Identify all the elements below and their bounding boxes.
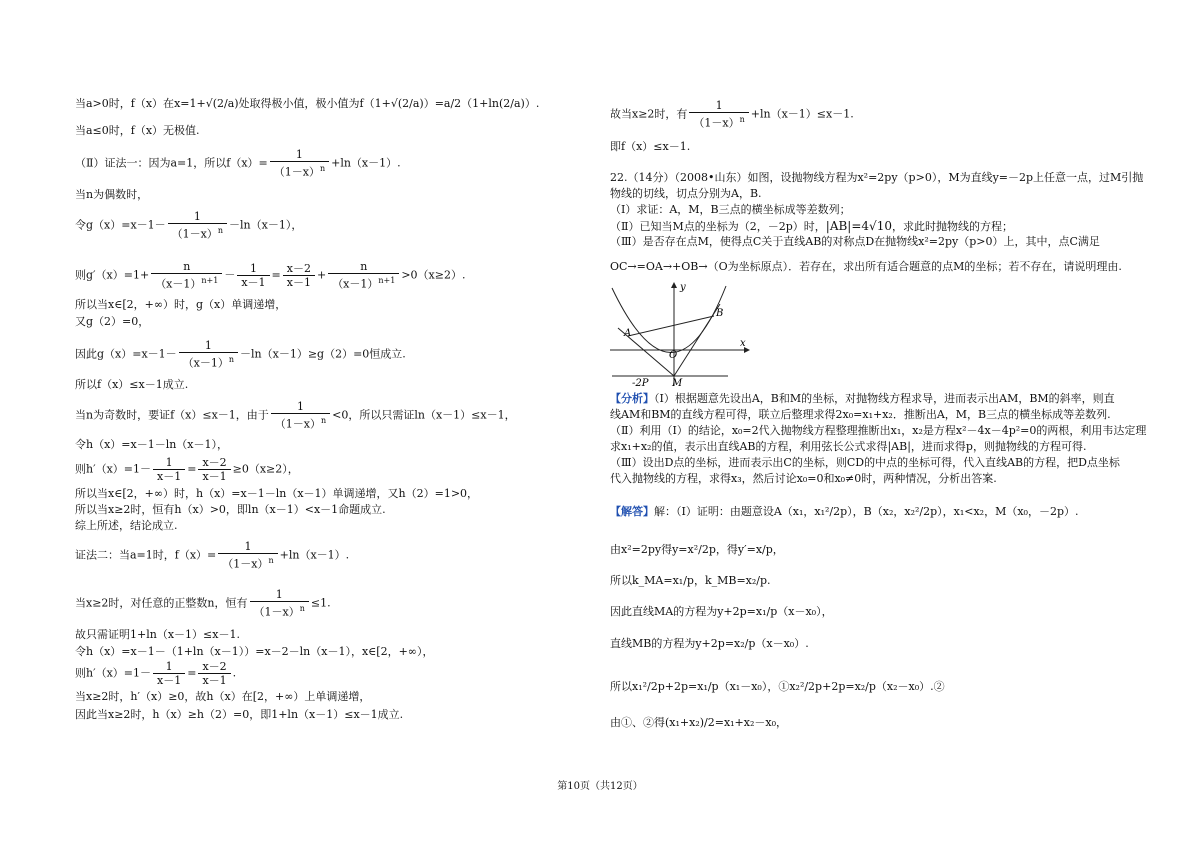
analysis-4: 求x₁+x₂的值，表示出直线AB的方程，利用弦长公式求得|AB|，进而求得p，则抛物线的方程可得. (610, 440, 1087, 453)
solution-4: 因此直线MA的方程为y+2p=x₁/p（x－x₀）， (610, 605, 833, 618)
line-h-prime: 则h′（x）=1－ $\frac{1}{x-1}$ = $\frac{x-2}{x-1}$ ≥0（x≥2）， (75, 456, 299, 483)
line-conclusion: 综上所述，结论成立. (75, 519, 178, 532)
tangent-MB (674, 304, 720, 376)
line-r2: 即f（x）≤x－1. (610, 140, 691, 153)
line-h2-inc: 当x≥2时，h′（x）≥0，故h（x）在[2，+∞）上单调递增， (75, 690, 371, 703)
line-bound: 当x≥2时，对任意的正整数n，恒有 $\frac{1}{(1-x)^n}$ ≤1. (75, 588, 331, 619)
line-h2-final: 因此当x≥2时，h（x）≥h（2）=0，即1+ln（x－1）≤x－1成立. (75, 708, 404, 721)
line-g-prime: 则g′（x）=1+ $\frac{n}{(x-1)^{n+1}}$ － $\frac{1}{x-1}$ = $\frac{x-2}{x-1}$ + $\frac{n}{(x-1)^{n+1}}$ >0（x≥2）. (75, 260, 466, 291)
line-g-ineq: 因此g（x）=x－1－ $\frac{1}{(x-1)^n}$ －ln（x－1）≥g（2）=0恒成立. (75, 339, 406, 370)
line-r1: 故当x≥2时，有 $\frac{1}{(1-x)^n}$ +ln（x－1）≤x－1. (610, 99, 854, 130)
solution-1: 【解答】解：（Ⅰ）证明：由题意设A（x₁，x₁²/2p），B（x₂，x₂²/2p），x₁<x₂，M（x₀，－2p）. (610, 505, 1079, 518)
page-footer: 第10页（共12页） (557, 781, 643, 792)
analysis-6: 代入抛物线的方程，求得x₃，然后讨论x₀=0和x₀≠0时，两种情况，分析出答案. (610, 472, 997, 485)
label-M: M (672, 378, 683, 389)
y-axis-arrow (671, 282, 677, 288)
line-n-odd: 当n为奇数时，要证f（x）≤x－1，由于 $\frac{1}{(1-x)^n}$ <0，所以只需证ln（x－1）≤x－1， (75, 400, 516, 431)
line-h-inc: 所以当x∈[2，+∞）时，h（x）=x－1－ln（x－1）单调递增，又h（2）=1>0， (75, 487, 479, 500)
line-proof2: 证法二：当a=1时，f（x）= $\frac{1}{(1-x)^n}$ +ln（x－1）. (75, 540, 350, 571)
line-no-extremum: 当a≤0时，f（x）无极值. (75, 124, 200, 137)
line-g2: 又g（2）=0， (75, 315, 150, 328)
analysis-3: （Ⅱ）利用（Ⅰ）的结论，x₀=2代入抛物线方程整理推断出x₁，x₂是方程x²－4x－4p²=0的两根，利用韦达定理 (610, 424, 1147, 437)
problem-22-part3: （Ⅲ）是否存在点M，使得点C关于直线AB的对称点D在抛物线x²=2py（p>0）上，其中，点C满足 (610, 235, 1100, 248)
solution-5: 直线MB的方程为y+2p=x₂/p（x－x₀）. (610, 637, 809, 650)
line-h2-prime: 则h′（x）=1－ $\frac{1}{x-1}$ = $\frac{x-2}{x-1}$ . (75, 660, 237, 687)
label-minus-2p: -2P (632, 378, 649, 389)
line-h-def: 令h（x）=x－1－ln（x－1）， (75, 438, 229, 451)
problem-22-part2: （Ⅱ）已知当M点的坐标为（2，－2p）时，|AB|=4√10，求此时抛物线的方程； (610, 219, 1013, 233)
problem-22-part1: （Ⅰ）求证：A，M，B三点的横坐标成等差数列； (610, 203, 851, 216)
analysis-5: （Ⅲ）设出D点的坐标，进而表示出C的坐标，则CD的中点的坐标可得，代入直线AB的方程，把D点坐标 (610, 456, 1120, 469)
analysis-2: 线AM和BM的直线方程可得，联立后整理求得2x₀=x₁+x₂．推断出A，M，B三点的横坐标成等差数列. (610, 408, 1111, 421)
line-extremum: 当a>0时，f（x）在x=1+√(2/a)处取得极小值，极小值为f（1+√(2/a)）=a/2（1+ln(2/a)）. (75, 97, 540, 110)
problem-22-part3-2: OC→=OA→+OB→（O为坐标原点）．若存在，求出所有适合题意的点M的坐标；若不存在，请说明理由. (610, 260, 1122, 273)
problem-22-stem: 22.（14分）（2008•山东）如图，设抛物线方程为x²=2py（p>0），M为直线y=－2p上任意一点，过M引抛 (610, 171, 1144, 184)
label-y: y (680, 282, 686, 293)
line-g-inc: 所以当x∈[2，+∞）时，g（x）单调递增， (75, 298, 287, 311)
solution-6: 所以x₁²/2p+2p=x₁/p（x₁－x₀），①x₂²/2p+2p=x₂/p（x₂－x₀）.② (610, 680, 945, 693)
line-h2-def: 令h（x）=x－1－（1+ln（x－1））=x－2－ln（x－1），x∈[2，+∞）， (75, 645, 434, 658)
solution-7: 由①、②得(x₁+x₂)/2=x₁+x₂－x₀， (610, 716, 788, 729)
label-x: x (740, 338, 746, 349)
label-B: B (716, 308, 724, 319)
parabola-curve (612, 286, 726, 353)
line-h-pos: 所以当x≥2时，恒有h（x）>0，即ln（x－1）<x－1命题成立. (75, 503, 386, 516)
solution-2: 由x²=2py得y=x²/2p，得y′=x/p， (610, 543, 784, 556)
line-n-even: 当n为偶数时， (75, 188, 149, 201)
line-g-def: 令g（x）=x－1－ $\frac{1}{(1-x)^n}$ －ln（x－1）， (75, 210, 303, 241)
line-f-holds: 所以f（x）≤x－1成立. (75, 378, 189, 391)
parabola-figure (598, 278, 758, 390)
label-O: O (669, 350, 678, 361)
solution-3: 所以k_MA=x₁/p，k_MB=x₂/p. (610, 574, 771, 587)
label-A: A (624, 328, 632, 339)
line-proof1-f: （Ⅱ）证法一：因为a=1，所以f（x）= $\frac{1}{(1-x)^n}$ +ln（x－1）. (75, 148, 401, 179)
analysis-1: 【分析】（Ⅰ）根据题意先设出A，B和M的坐标，对抛物线方程求导，进而表示出AM，BM的斜率，则直 (610, 392, 1115, 405)
problem-22-stem-2: 物线的切线，切点分别为A，B. (610, 187, 762, 200)
line-need: 故只需证明1+ln（x－1）≤x－1. (75, 628, 240, 641)
